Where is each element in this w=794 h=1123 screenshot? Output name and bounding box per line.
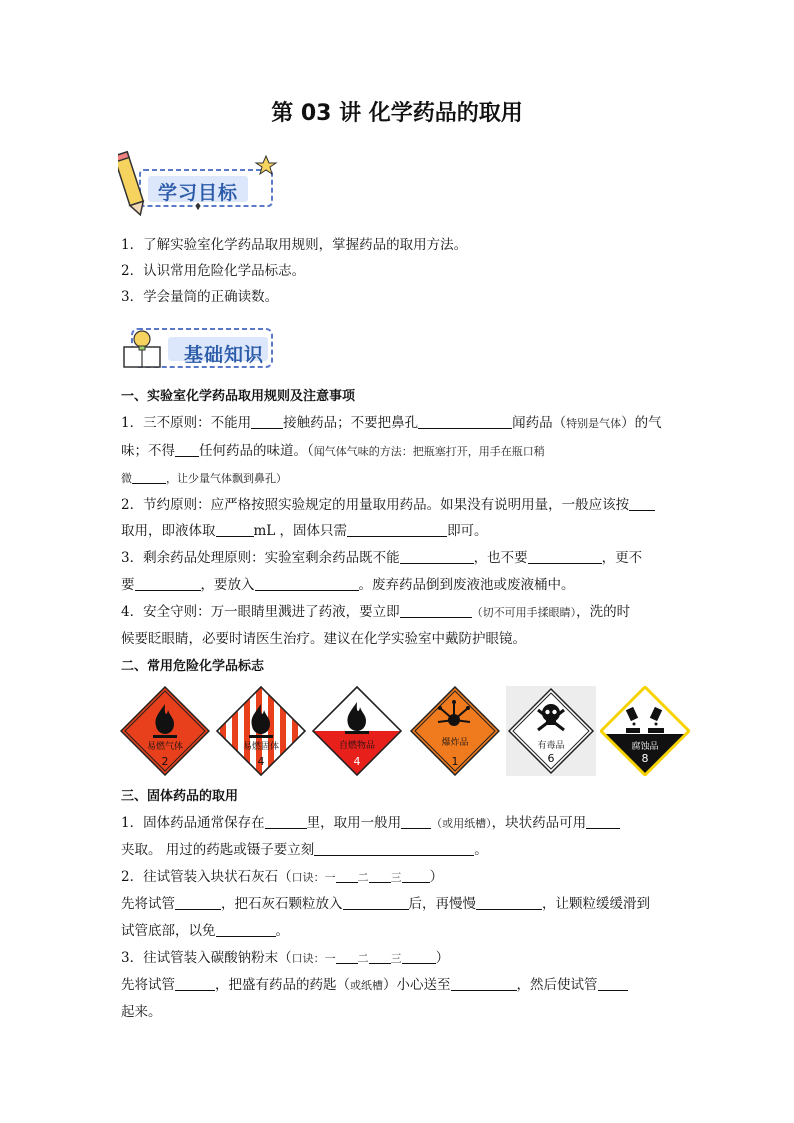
text: 。 bbox=[474, 842, 488, 858]
paragraph-line bbox=[121, 496, 681, 514]
sign-label: 易燃固体 bbox=[242, 742, 279, 752]
fill-blank[interactable] bbox=[175, 976, 215, 991]
paragraph-line bbox=[121, 576, 681, 594]
paragraph-line: 候要眨眼睛，必要时请医生治疗。建议在化学实验室中戴防护眼镜。 bbox=[121, 631, 526, 647]
text: 夹取。 用过的药匙或镊子要立刻 bbox=[121, 842, 315, 858]
hint-text: ，让少量气体飘到鼻孔 bbox=[166, 472, 276, 485]
text: 3．剩余药品处理原则：实验室剩余药品既不能 bbox=[121, 550, 400, 566]
sign-label: 易燃气体 bbox=[146, 742, 183, 752]
text: 即可。 bbox=[447, 523, 488, 539]
fill-blank[interactable] bbox=[586, 814, 620, 829]
fill-blank[interactable] bbox=[528, 549, 602, 564]
hint-text: 三 bbox=[390, 952, 402, 965]
fill-blank[interactable] bbox=[314, 841, 474, 856]
hint-text: 二 bbox=[357, 871, 369, 884]
learning-goals-label: 学习目标 bbox=[158, 182, 239, 204]
text: ，把石灰石颗粒放入 bbox=[221, 896, 343, 912]
text: 。 bbox=[275, 923, 289, 939]
hint-text: 二 bbox=[357, 952, 369, 965]
text: ，让颗粒缓缓滑到 bbox=[542, 896, 650, 912]
text: 试管底部，以免 bbox=[121, 923, 216, 939]
paragraph-line bbox=[121, 603, 681, 622]
sign-number: 2 bbox=[161, 755, 169, 768]
learning-goals-banner bbox=[118, 150, 278, 218]
hint-text: （切不可用手揉眼睛） bbox=[471, 606, 577, 619]
text: 取用，即液体取 bbox=[121, 523, 216, 539]
fill-blank[interactable] bbox=[402, 949, 436, 964]
text: 2．往试管装入块状石灰石（ bbox=[121, 869, 292, 885]
fill-blank[interactable] bbox=[135, 576, 201, 591]
fill-blank[interactable] bbox=[418, 414, 512, 429]
hazard-sign-flammable-solid bbox=[216, 686, 306, 776]
fill-blank[interactable] bbox=[132, 469, 166, 484]
fill-blank[interactable] bbox=[401, 814, 431, 829]
text: 1．固体药品通常保存在 bbox=[121, 815, 265, 831]
text: 要 bbox=[121, 577, 135, 593]
fill-blank[interactable] bbox=[451, 976, 517, 991]
fill-blank[interactable] bbox=[598, 976, 628, 991]
text: 闻药品（ bbox=[512, 415, 567, 431]
hint-text: （或用纸槽） bbox=[431, 817, 492, 830]
text: 后，再慢慢 bbox=[408, 896, 476, 912]
fill-blank[interactable] bbox=[369, 949, 391, 964]
sign-label: 有毒品 bbox=[537, 741, 565, 751]
fill-blank[interactable] bbox=[369, 868, 391, 883]
text: ，要放入 bbox=[200, 577, 255, 593]
hint-text: 闻气体气味的方法：把瓶塞打开，用手在瓶口稍 bbox=[313, 445, 545, 458]
hazard-sign-explosive bbox=[410, 686, 500, 776]
fill-blank[interactable] bbox=[265, 814, 307, 829]
fill-blank[interactable] bbox=[343, 895, 409, 910]
hint-text: 特别是气体 bbox=[566, 417, 622, 430]
paragraph-line bbox=[121, 442, 681, 461]
paragraph-line bbox=[121, 522, 681, 540]
sign-number: 4 bbox=[353, 755, 361, 768]
fill-blank[interactable] bbox=[255, 576, 359, 591]
text: 味；不得 bbox=[121, 443, 175, 459]
text: ，也不要 bbox=[473, 550, 528, 566]
text: ，块状药品可用 bbox=[491, 815, 587, 831]
hazard-sign-flammable-gas bbox=[120, 686, 210, 776]
text: ） bbox=[429, 869, 444, 885]
paragraph-line bbox=[121, 414, 681, 433]
fill-blank[interactable] bbox=[251, 414, 283, 429]
text: 1．三不原则：不能用 bbox=[121, 415, 252, 431]
text: 。废弃药品倒到废液池或废液桶中。 bbox=[358, 577, 575, 593]
text: 先将试管 bbox=[121, 896, 175, 912]
fill-blank[interactable] bbox=[400, 603, 472, 618]
text: 2．节约原则：应严格按照实验规定的用量取用药品。如果没有说明用量，一般应该按 bbox=[121, 497, 630, 513]
text: ，然后使试管 bbox=[516, 977, 598, 993]
sign-label: 腐蚀品 bbox=[631, 742, 659, 752]
text: 4．安全守则：万一眼睛里溅进了药液，要立即 bbox=[121, 604, 400, 620]
text: ）的气 bbox=[621, 415, 662, 431]
fill-blank[interactable] bbox=[400, 549, 474, 564]
goal-item: 1．了解实验室化学药品取用规则，掌握药品的取用方法。 bbox=[121, 237, 468, 253]
text: 接触药品；不要把鼻孔 bbox=[283, 415, 419, 431]
page-title: 第 03 讲 化学药品的取用 bbox=[271, 101, 523, 126]
hazard-sign-toxic bbox=[506, 686, 596, 776]
sign-label: 爆炸品 bbox=[441, 738, 469, 748]
paragraph-line bbox=[121, 868, 681, 887]
text: mL ，固体只需 bbox=[253, 523, 348, 539]
basic-knowledge-label: 基础知识 bbox=[184, 344, 265, 366]
basic-knowledge-banner bbox=[118, 323, 278, 373]
paragraph-line bbox=[121, 841, 681, 859]
text: ，把盛有药品的药匙（ bbox=[215, 977, 350, 993]
hint-text: 口诀：一 bbox=[291, 871, 336, 884]
hint-text: ） bbox=[276, 472, 287, 485]
paragraph-line bbox=[121, 469, 681, 488]
text: ） bbox=[435, 950, 450, 966]
text: ）小心送至 bbox=[383, 977, 451, 993]
hint-text: 三 bbox=[390, 871, 402, 884]
fill-blank[interactable] bbox=[175, 895, 221, 910]
sign-number: 1 bbox=[451, 755, 459, 768]
section-heading: 一、实验室化学药品取用规则及注意事项 bbox=[121, 389, 356, 404]
paragraph-line bbox=[121, 549, 681, 567]
text: ，更不 bbox=[601, 550, 643, 566]
goal-item: 3．学会量筒的正确读数。 bbox=[121, 289, 279, 305]
paragraph-line: 起来。 bbox=[121, 1004, 162, 1020]
paragraph-line bbox=[121, 895, 681, 913]
sign-number: 4 bbox=[257, 755, 265, 768]
fill-blank[interactable] bbox=[216, 522, 254, 537]
goal-item: 2．认识常用危险化学品标志。 bbox=[121, 263, 306, 279]
hint-text: 或纸槽 bbox=[350, 979, 383, 992]
section-heading: 三、固体药品的取用 bbox=[121, 789, 239, 804]
fill-blank[interactable] bbox=[476, 895, 542, 910]
hazard-sign-spontaneous-combustion bbox=[312, 686, 402, 776]
text: 里，取用一般用 bbox=[306, 815, 402, 831]
paragraph-line bbox=[121, 949, 681, 968]
fill-blank[interactable] bbox=[216, 922, 276, 937]
hint-text: 微 bbox=[121, 472, 132, 485]
sign-number: 6 bbox=[547, 752, 555, 765]
section-heading: 二、常用危险化学品标志 bbox=[121, 659, 265, 674]
fill-blank[interactable] bbox=[336, 949, 358, 964]
sign-number: 8 bbox=[641, 752, 649, 765]
fill-blank[interactable] bbox=[347, 522, 447, 537]
fill-blank[interactable] bbox=[402, 868, 430, 883]
paragraph-line bbox=[121, 814, 681, 833]
paragraph-line bbox=[121, 922, 681, 940]
hint-text: 口诀：一 bbox=[291, 952, 336, 965]
text: 先将试管 bbox=[121, 977, 175, 993]
paragraph-line bbox=[121, 976, 681, 995]
text: ，洗的时 bbox=[576, 604, 631, 620]
hazard-sign-corrosive bbox=[600, 686, 690, 776]
fill-blank[interactable] bbox=[175, 442, 199, 457]
fill-blank[interactable] bbox=[629, 496, 655, 511]
text: 3．往试管装入碳酸钠粉末（ bbox=[121, 950, 292, 966]
sign-label: 自燃物品 bbox=[338, 741, 375, 751]
text: 任何药品的味道。（ bbox=[199, 443, 314, 459]
fill-blank[interactable] bbox=[336, 868, 358, 883]
hazard-signs-row bbox=[120, 686, 690, 776]
